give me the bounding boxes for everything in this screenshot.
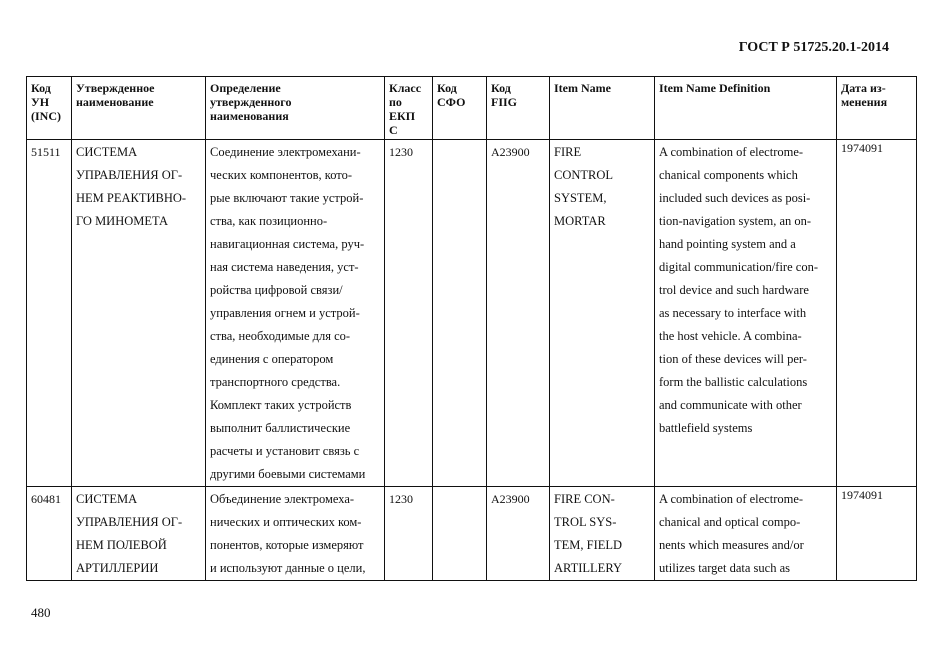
table-row (27, 487, 917, 581)
cell-approved-name: СИСТЕМА УПРАВЛЕНИЯ ОГ- НЕМ ПОЛЕВОЙ АРТИЛЛЕРИИ (72, 487, 206, 581)
header-date: Дата из- менения (837, 77, 917, 140)
item-names-table (26, 76, 917, 581)
cell-inc: 60481 (27, 487, 72, 581)
cell-definition: Соединение электромехани- ческих компонентов, кото- рые включают такие устрой- ства, как позиционно- навигационная система, руч- ная система наведения, уст- ройства цифровой связи/ управления огнем и устрой- ства, необходимые для со- единения с оператором транспортного средства. Комплект таких устройств выполнит баллистические расчеты и установит связь с другими боевыми системами (206, 140, 385, 487)
cell-date: 1974091 (837, 487, 917, 581)
header-approved-name: Утвержденное наименование (72, 77, 206, 140)
cell-class: 1230 (385, 140, 433, 487)
cell-fiig: A23900 (487, 487, 550, 581)
cell-class: 1230 (385, 487, 433, 581)
header-sfo: Код СФО (433, 77, 487, 140)
header-fiig: Код FIIG (487, 77, 550, 140)
header-item-definition: Item Name Definition (655, 77, 837, 140)
cell-sfo (433, 140, 487, 487)
header-inc: Код УН (INC) (27, 77, 72, 140)
cell-approved-name: СИСТЕМА УПРАВЛЕНИЯ ОГ- НЕМ РЕАКТИВНО- ГО МИНОМЕТА (72, 140, 206, 487)
page-number: 480 (31, 605, 51, 620)
cell-item-name: FIRE CONTROL SYSTEM, MORTAR (550, 140, 655, 487)
table-header-row (27, 77, 917, 140)
cell-fiig: A23900 (487, 140, 550, 487)
cell-definition: Объединение электромеха- нических и оптических ком- понентов, которые измеряют и используют данные о цели, (206, 487, 385, 581)
header-class: Класс по ЕКП С (385, 77, 433, 140)
cell-sfo (433, 487, 487, 581)
table-row (27, 140, 917, 487)
cell-item-definition: A combination of electrome- chanical and optical compo- nents which measures and/or utilizes target data such as (655, 487, 837, 581)
cell-item-name: FIRE CON- TROL SYS- TEM, FIELD ARTILLERY (550, 487, 655, 581)
cell-date: 1974091 (837, 140, 917, 487)
document-standard-header: ГОСТ Р 51725.20.1-2014 (738, 40, 889, 55)
header-item-name: Item Name (550, 77, 655, 140)
header-definition: Определение утвержденного наименования (206, 77, 385, 140)
cell-item-definition: A combination of electrome- chanical components which included such devices as posi- tion-navigation system, an on- hand pointing system and a digital communication/fire con- trol device and such hardware as necessary to interface with the host vehicle. A combina- tion of these devices will per- form the ballistic calculations and communicate with other battlefield systems (655, 140, 837, 487)
cell-inc: 51511 (27, 140, 72, 487)
